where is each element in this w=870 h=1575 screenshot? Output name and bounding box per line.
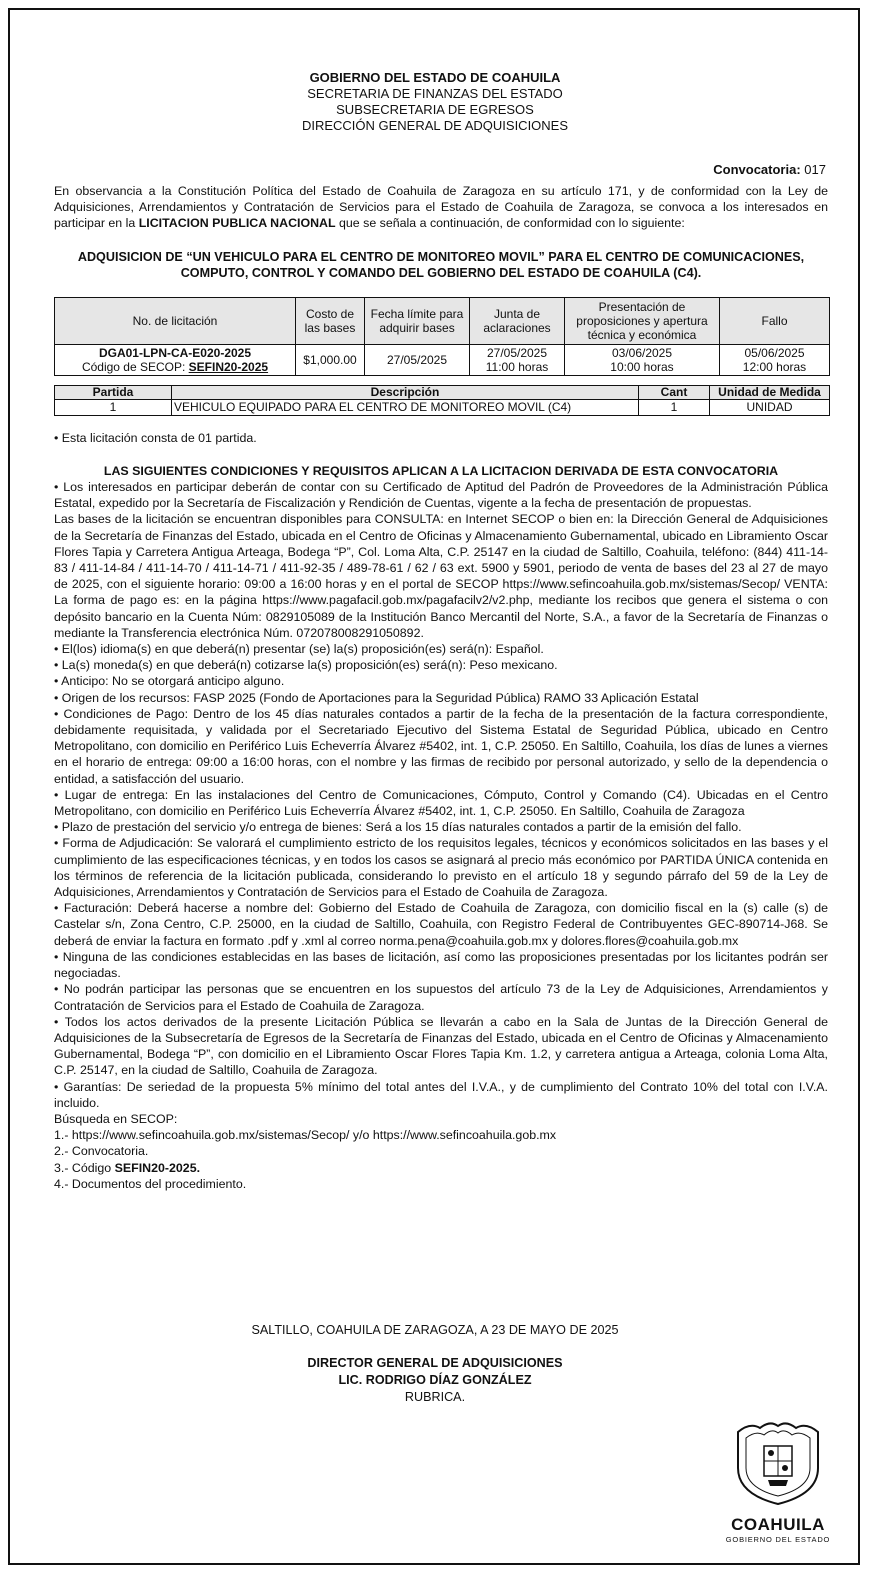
paragraph: • Origen de los recursos: FASP 2025 (Fondo de Aportaciones para la Seguridad Pública) RAMO 33 Aplicación Estatal <box>54 690 699 705</box>
td-presentacion <box>565 345 720 376</box>
items-table <box>54 385 830 416</box>
step-3-prefix: 3.- Código <box>54 1160 115 1175</box>
secop-code: SEFIN20-2025 <box>188 360 269 374</box>
th-costo: Costo de las bases <box>296 298 365 345</box>
header-secretaria: SECRETARIA DE FINANZAS DEL ESTADO <box>307 86 563 101</box>
td-fallo <box>720 345 830 376</box>
logo-subtitle: GOBIERNO DEL ESTADO <box>725 1535 831 1544</box>
th-cant: Cant <box>639 386 710 400</box>
signature-block <box>0 1355 870 1406</box>
paragraph: • Facturación: Deberá hacerse a nombre del: Gobierno del Estado de Coahuila de Zaragoza, con domicilio fiscal en la (s) calle (s) de Castelar s/n, Zona Centro, C.P. 25000, en la ciudad de Saltillo, Coahuila, con Registro Federal de Contribuyentes GEC-890714-J68. Se deberá de enviar la factura en formato .pdf y .xml al correo norma.pena@coahuila.gob.mx y dolores.flores@coahuila.gob.mx <box>54 901 828 948</box>
paragraph: • Lugar de entrega: En las instalaciones del Centro de Comunicaciones, Cómputo, Control y Comando (C4). Ubicadas en el Centro Metropolitano, con domicilio en Periférico Luis Echeverría Álvarez #5402, int. 1, C.P. 25050. En Saltillo, Coahuila de Zaragoza <box>54 787 828 819</box>
th-junta: Junta de aclaraciones <box>470 298 565 345</box>
intro-text: En observancia a la Constitución Política del Estado de Coahuila de Zaragoza en su artículo 171, y de conformidad con la Ley de Adquisiciones, Arrendamientos y Contratación de Servicios para el Estado de Coahuila de Zaragoza, se convoca a los interesados en participar en la <box>54 184 828 230</box>
place-date: SALTILLO, COAHUILA DE ZARAGOZA, A 23 DE MAYO DE 2025 <box>251 1323 619 1337</box>
paragraph: • Forma de Adjudicación: Se valorará el cumplimiento estricto de los requisitos legales, técnicos y económicos solicitados en las bases y el cumplimiento de las especificaciones técnicas, y en todos los casos se asignará al precio más económico por PARTIDA ÚNICA contenida en los términos de referencia de la licitación publicada, considerando lo previsto en el artículo 18 y segundo párrafo del 59 de la Ley de Adquisiciones, Arrendamientos y Contratación de Servicios para el Estado de Coahuila de Zaragoza. <box>54 836 828 900</box>
paragraph: • No podrán participar las personas que se encuentren en los supuestos del artículo 73 de la Ley de Adquisiciones, Arrendamientos y Contratación de Servicios para el Estado de Coahuila de Zaragoza. <box>54 982 828 1013</box>
header <box>0 70 870 134</box>
td-unidad: UNIDAD <box>710 400 830 416</box>
intro-paragraph <box>54 183 828 231</box>
intro-text-end: que se señala a continuación, de conformidad con lo siguiente: <box>335 216 685 230</box>
intro-bold: LICITACION PUBLICA NACIONAL <box>138 216 336 230</box>
signer-name: LIC. RODRIGO DÍAZ GONZÁLEZ <box>338 1373 532 1387</box>
th-descripcion: Descripción <box>172 386 639 400</box>
td-descripcion: VEHICULO EQUIPADO PARA EL CENTRO DE MONITOREO MOVIL (C4) <box>172 400 639 416</box>
junta-date: 27/05/2025 <box>486 346 548 360</box>
th-fallo: Fallo <box>720 298 830 345</box>
presentacion-time: 10:00 horas <box>610 360 674 374</box>
paragraph: • Plazo de prestación del servicio y/o entrega de bienes: Será a los 15 días naturales contados a partir de la emisión del fallo. <box>54 820 742 835</box>
tender-table-row <box>55 345 830 376</box>
convocatoria-value: 017 <box>804 162 826 177</box>
paragraph: 2.- Convocatoria. <box>54 1144 149 1159</box>
paragraph: • Anticipo: No se otorgará anticipo alguno. <box>54 674 285 689</box>
td-licitacion <box>55 345 296 376</box>
junta-time: 11:00 horas <box>485 360 549 374</box>
presentacion-date: 03/06/2025 <box>611 346 673 360</box>
td-costo: $1,000.00 <box>296 345 365 376</box>
logo-word: COAHUILA <box>731 1515 825 1534</box>
tender-table <box>54 297 830 376</box>
th-presentacion: Presentación de proposiciones y apertura técnica y económica <box>565 298 720 345</box>
paragraph: • Condiciones de Pago: Dentro de los 45 días naturales contados a partir de la fecha de la presentación de la factura correspondiente, debidamente requisitada, y validada por el Secretariado Ejecutivo del Sistema Estatal de Seguridad Pública, ubicado en Centro Metropolitano, con domicilio en Periférico Luis Echeverría Álvarez #5402, int. 1, C.P. 25050. En Saltillo, Coahuila, los días de lunes a viernes en el horario de entrega: 09:00 a 16:00 horas, con el nombre y las firmas de recibido por personal autorizado, y sello de la dependencia o entidad, a satisfacción del usuario. <box>54 706 828 786</box>
licitacion-number: DGA01-LPN-CA-E020-2025 <box>98 346 252 360</box>
paragraph: • El(los) idioma(s) en que deberá(n) presentar (se) la(s) proposición(es) será(n): Español. <box>54 642 544 657</box>
conditions-title: LAS SIGUIENTES CONDICIONES Y REQUISITOS APLICAN A LA LICITACION DERIVADA DE ESTA CONVOCATORIA <box>103 464 779 478</box>
header-subsecretaria: SUBSECRETARIA DE EGRESOS <box>336 102 534 117</box>
paragraph: • Garantías: De seriedad de la propuesta 5% mínimo del total antes del I.V.A., y de cumplimiento del Contrato 10% del total con I.V.A. incluido. <box>54 1079 828 1110</box>
td-cant: 1 <box>639 400 710 416</box>
step-4: 4.- Documentos del procedimiento. <box>54 1176 247 1191</box>
partidas-note: • Esta licitación consta de 01 partida. <box>54 431 257 445</box>
items-table-header <box>55 386 830 400</box>
paragraph: • Todos los actos derivados de la presente Licitación Pública se llevarán a cabo en la Sala de Juntas de la Dirección General de Adquisiciones de la Subsecretaría de Egresos de la Secretaría de Finanzas del Estado, ubicada en el Centro de Oficinas y Almacenamiento Gubernamental, Bodega “P”, con domicilio en el Libramiento Oscar Flores Tapia Km. 1.2, y carretera antigua a Arteaga, colonia Loma Alta, C.P. 25147, en la ciudad de Saltillo, Coahuila de Zaragoza. <box>54 1014 828 1078</box>
paragraph: Búsqueda en SECOP: <box>54 1111 178 1126</box>
th-partida: Partida <box>55 386 172 400</box>
th-licitacion: No. de licitación <box>55 298 296 345</box>
conditions-body <box>54 479 828 1192</box>
th-unidad: Unidad de Medida <box>710 386 830 400</box>
procurement-title: ADQUISICION DE “UN VEHICULO PARA EL CENTRO DE MONITOREO MOVIL” PARA EL CENTRO DE COMUNICACIONES, COMPUTO, CONTROL Y COMANDO DEL GOBIERNO DEL ESTADO DE COAHUILA (C4). <box>77 250 805 280</box>
convocatoria-label: Convocatoria: <box>713 162 801 177</box>
rubrica: RUBRICA. <box>404 1390 466 1404</box>
th-fecha-limite: Fecha límite para adquirir bases <box>365 298 470 345</box>
header-direccion: DIRECCIÓN GENERAL DE ADQUISICIONES <box>301 118 569 133</box>
td-junta <box>470 345 565 376</box>
paragraph: Las bases de la licitación se encuentran disponibles para CONSULTA: en Internet SECOP o bien en: la Dirección General de Adquisiciones de la Secretaría de Finanzas del Estado, ubicada en el Centro de Oficinas y Almacenamiento Gubernamental, ubicado en Libramiento Oscar Flores Tapia y Carretera Antigua Arteaga, Bodega “P”, Col. Loma Alta, C.P. 25147 en la ciudad de Saltillo, Coahuila, teléfono: (844) 411-14-83 / 411-14-84 / 411-14-70 / 411-14-71 / 411-92-35 / 489-78-61 / 62 / 63 ext. 5900 y 5901, periodo de venta de bases del 23 al 27 de mayo de 2025, con el siguiente horario: 09:00 a 16:00 horas y en el portal de SECOP https://www.sefincoahuila.gob.mx/sistemas/Secop/ VENTA: La forma de pago es: en la página https://www.pagafacil.gob.mx/pagafacilv2/v2.php, mediante los recibos que genera el sistema o con depósito bancario en la Cuenta Núm: 0829105089 de la Institución Banco Mercantil del Norte, S.A., a favor de la Secretaría de Finanzas o mediante la Transferencia electrónica Núm. 072078008291050892. <box>54 512 828 640</box>
paragraph: • Ninguna de las condiciones establecidas en las bases de licitación, así como las proposiciones presentadas por los licitantes podrán ser negociadas. <box>54 949 828 981</box>
fallo-time: 12:00 horas <box>742 360 807 374</box>
fallo-date: 05/06/2025 <box>744 346 805 360</box>
td-partida: 1 <box>55 400 172 416</box>
td-fecha-limite: 27/05/2025 <box>365 345 470 376</box>
paragraph: 1.- https://www.sefincoahuila.gob.mx/sistemas/Secop/ y/o https://www.sefincoahuila.gob.mx <box>54 1128 557 1143</box>
table-row <box>55 400 830 416</box>
step-3-code: SEFIN20-2025. <box>114 1160 201 1175</box>
secop-label: Código de SECOP: <box>81 360 189 374</box>
convocatoria-number <box>713 162 826 177</box>
coahuila-logo <box>724 1418 832 1548</box>
step-3 <box>54 1160 828 1176</box>
header-government: GOBIERNO DEL ESTADO DE COAHUILA <box>309 70 561 85</box>
tender-table-header <box>55 298 830 345</box>
secop-code-line <box>57 360 293 374</box>
paragraph: • Los interesados en participar deberán de contar con su Certificado de Aptitud del Padrón de Proveedores de la Administración Pública Estatal, expedido por la Secretaría de Fiscalización y Rendición de Cuentas, vigente a la fecha de presentación de propuestas. <box>54 480 828 511</box>
signer-role: DIRECTOR GENERAL DE ADQUISICIONES <box>307 1356 563 1370</box>
paragraph: • La(s) moneda(s) en que deberá(n) cotizarse la(s) proposición(es) será(n): Peso mexicano. <box>54 658 558 673</box>
coahuila-seal-icon <box>730 1418 826 1506</box>
